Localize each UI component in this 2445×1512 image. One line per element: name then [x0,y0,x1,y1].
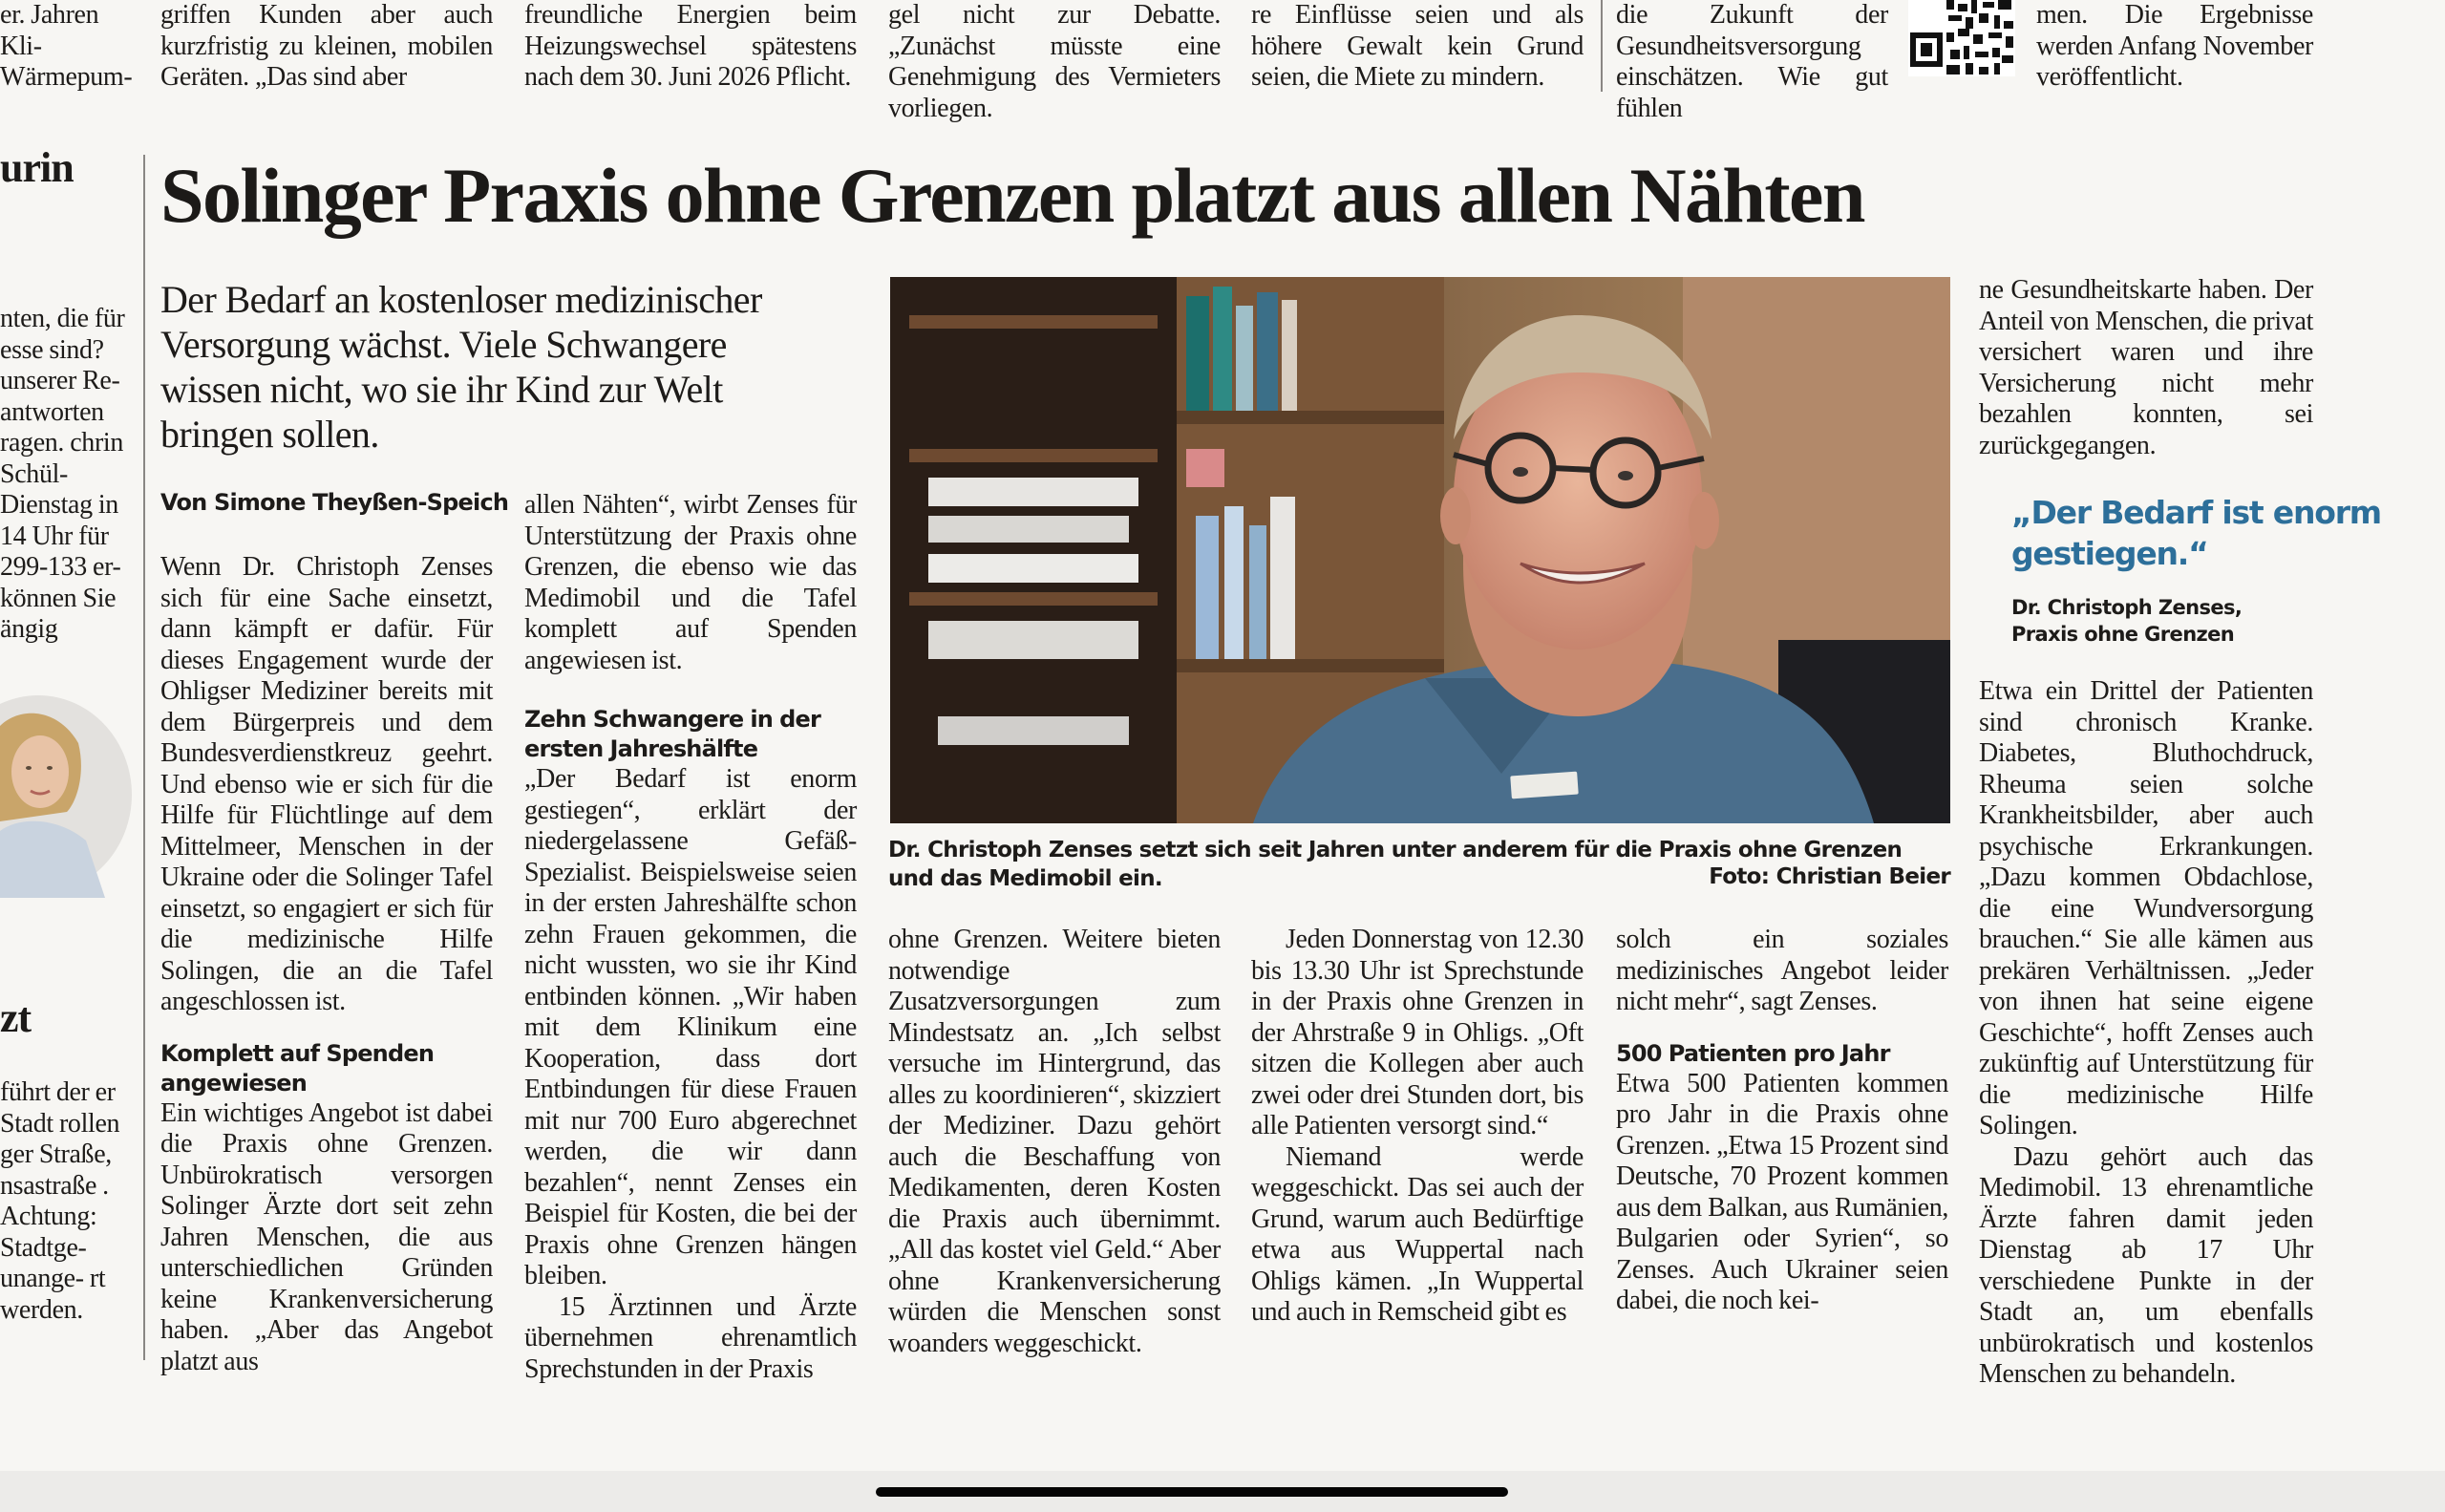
column-rule [1601,0,1603,92]
paragraph: Etwa ein Drittel der Patienten sind chronisch Kranke. Diabetes, Bluthochdruck, Rheuma seien solche Krankheitsbilder, aber auch psychische Erkrankungen. „Dazu kommen Obdachlose, die eine Wundversorgung brauchen.“ Sie alle kämen aus prekären Verhältnissen. „Jeder von ihnen hat seine eigene Geschichte“, hofft Zenses auch zukünftig auf Unterstützung für die medizinische Hilfe Solingen. [1979,676,2313,1140]
article-column-6-bottom [1979,676,2313,1389]
subheading: Zehn Schwangere in der ersten Jahreshälfte [524,706,821,762]
left-column-title-2: zt [0,994,32,1041]
paragraph: Ein wichtiges Angebot ist dabei die Praxis ohne Grenzen. Unbürokratisch versorgen Solinger Ärzte dort seit zehn Jahren Menschen, die aus unterschiedlichen Gründen keine Krankenversicherung haben. „Aber das Angebot platzt aus [160,1097,493,1376]
paragraph: Niemand werde weggeschickt. Das sei auch der Grund, warum auch Bedürftige etwa aus Wuppertal nach Ohligs kämen. „In Wuppertal und auch in Remscheid gibt es [1251,1141,1584,1327]
photo-credit: Foto: Christian Beier [1709,864,1950,889]
subheading: Komplett auf Spenden angewiesen [160,1039,435,1097]
top-text-col2: freundliche Energien beim Heizungswechsel spätestens nach dem 30. Juni 2026 Pflicht. [524,0,857,92]
paragraph: Wenn Dr. Christoph Zenses sich für eine Sache einsetzt, dann kämpft er dafür. Für dieses Engagement wurde der Ohligser Mediziner bereits mit dem Bürgerpreis und dem Bundesverdienstkreuz geehrt. Und ebenso wie er sich für die Hilfe für Flüchtlinge auf dem Mittelmeer, Menschen in der Ukraine oder die Solinger Tafel einsetzt, so engagiert er sich für die medizinische Hilfe Solingen, die an die Tafel angeschlossen ist. [160,552,493,1016]
home-indicator[interactable] [876,1487,1508,1497]
top-text-col0: er. Jahren Kli- Wärmepum- [0,0,133,92]
left-column-text-bottom: führt der er Stadt rollen ger Straße, nsastraße . Achtung: Stadtge- unange- rt werden. [0,1077,120,1325]
qr-code [1908,0,2015,76]
left-column-text-top: nten, die für esse sind? unserer Re- antworten ragen. chrin Schül- Dienstag in 14 Uhr für 299-133 er- können Sie ängig [0,304,125,644]
top-text-col6: men. Die Ergebnisse werden Anfang November veröffentlicht. [2036,0,2313,92]
article-column-3 [888,925,1221,1364]
article-headline: Solinger Praxis ohne Grenzen platzt aus allen Nähten [160,152,1864,239]
pull-quote-author: Dr. Christoph Zenses, Praxis ohne Grenzen [2011,596,2243,646]
article-column-5 [1616,925,1948,1364]
article-author: Von Simone Theyßen-Speich [160,489,509,516]
article-column-4 [1251,925,1584,1364]
paragraph: „Der Bedarf ist enorm gestiegen“, erklärt der niedergelassene Gefäß-Spezialist. Beispielsweise seien in der ersten Jahreshälfte schon zehn Frauen gekommen, die nicht wussten, wo sie ihr Kind entbinden können. „Wir haben mit dem Klinikum eine Kooperation, dass dort Entbindungen für diese Frauen mit nur 700 Euro abgerechnet werden, die wir dann bezahlen“, nennt Zenses ein Beispiel für Kosten, die bei der Praxis ohne Grenzen hängen bleiben. [524,764,857,1290]
top-text-col5: die Zukunft der Gesundheitsversorgung einschätzen. Wie gut fühlen [1616,0,1888,123]
article-column-1 [160,552,493,1376]
paragraph: 15 Ärztinnen und Ärzte übernehmen ehrenamtlich Sprechstunden in der Praxis [524,1291,857,1384]
paragraph: ne Gesundheitskarte haben. Der Anteil von Menschen, die privat versichert waren und ihre Versicherung nicht mehr bezahlen konnten, sei zurückgegangen. [1979,275,2313,460]
top-text-col3: gel nicht zur Debatte. „Zunächst müsste eine Genehmigung des Vermieters vorliegen. [888,0,1221,123]
photo-caption: Dr. Christoph Zenses setzt sich seit Jahren unter anderem für die Praxis ohne Grenzen und das Medimobil ein. [888,838,1903,891]
top-text-col1: griffen Kunden aber auch kurzfristig zu kleinen, mobilen Geräten. „Das sind aber [160,0,493,92]
subheading: 500 Patienten pro Jahr [1616,1039,1890,1067]
paragraph: Etwa 500 Patienten kommen pro Jahr in die Praxis ohne Grenzen. „Etwa 15 Prozent sind Deutsche, 70 Prozent kommen aus dem Balkan, aus Rumänien, Bulgarien oder Syrien“, so Zenses. Auch Ukrainer seien dabei, die noch kei- [1616,1068,1948,1315]
top-text-col4: re Einflüsse seien und als höhere Gewalt kein Grund seien, die Miete zu mindern. [1251,0,1584,92]
article-photo [890,277,1950,823]
left-column-portrait [0,688,132,898]
article-column-2 [524,490,857,1384]
column-rule [143,155,145,1360]
article-column-6-top [1979,275,2313,466]
paragraph: ohne Grenzen. Weitere bieten notwendige Zusatzversorgungen zum Mindestsatz an. „Ich selbst versuche im Hintergrund, das alles zu koordinieren“, skizziert der Mediziner. Dazu gehört auch die Beschaffung von Medikamenten, deren Kosten die Praxis auch übernimmt. „All das kostet viel Geld.“ Aber ohne Krankenversicherung würden die Menschen sonst woanders weggeschickt. [888,925,1221,1358]
paragraph: Jeden Donnerstag von 12.30 bis 13.30 Uhr ist Sprechstunde in der Praxis ohne Grenzen in der Ahrstraße 9 in Ohligs. „Oft sitzen die Kollegen aber auch zwei oder drei Stunden dort, bis alle Patienten versorgt sind.“ [1251,925,1584,1140]
paragraph: solch ein soziales medizinisches Angebot leider nicht mehr“, sagt Zenses. [1616,925,1948,1016]
pull-quote: „Der Bedarf ist enorm gestiegen.“ [2011,494,2381,572]
left-column-title: urin [0,144,74,191]
paragraph: allen Nähten“, wirbt Zenses für Unterstützung der Praxis ohne Grenzen, die ebenso wie das Medimobil und die Tafel komplett auf Spenden angewiesen ist. [524,490,857,675]
article-subhead: Der Bedarf an kostenloser medizinischer Versorgung wächst. Viele Schwangere wissen nicht, wo sie ihr Kind zur Welt bringen sollen. [160,278,762,456]
paragraph: Dazu gehört auch das Medimobil. 13 ehrenamtliche Ärzte fahren damit jeden Dienstag ab 17 Uhr verschiedene Punkte in der Stadt an, um ebenfalls unbürokratisch und kostenlos Menschen zu behandeln. [1979,1141,2313,1389]
